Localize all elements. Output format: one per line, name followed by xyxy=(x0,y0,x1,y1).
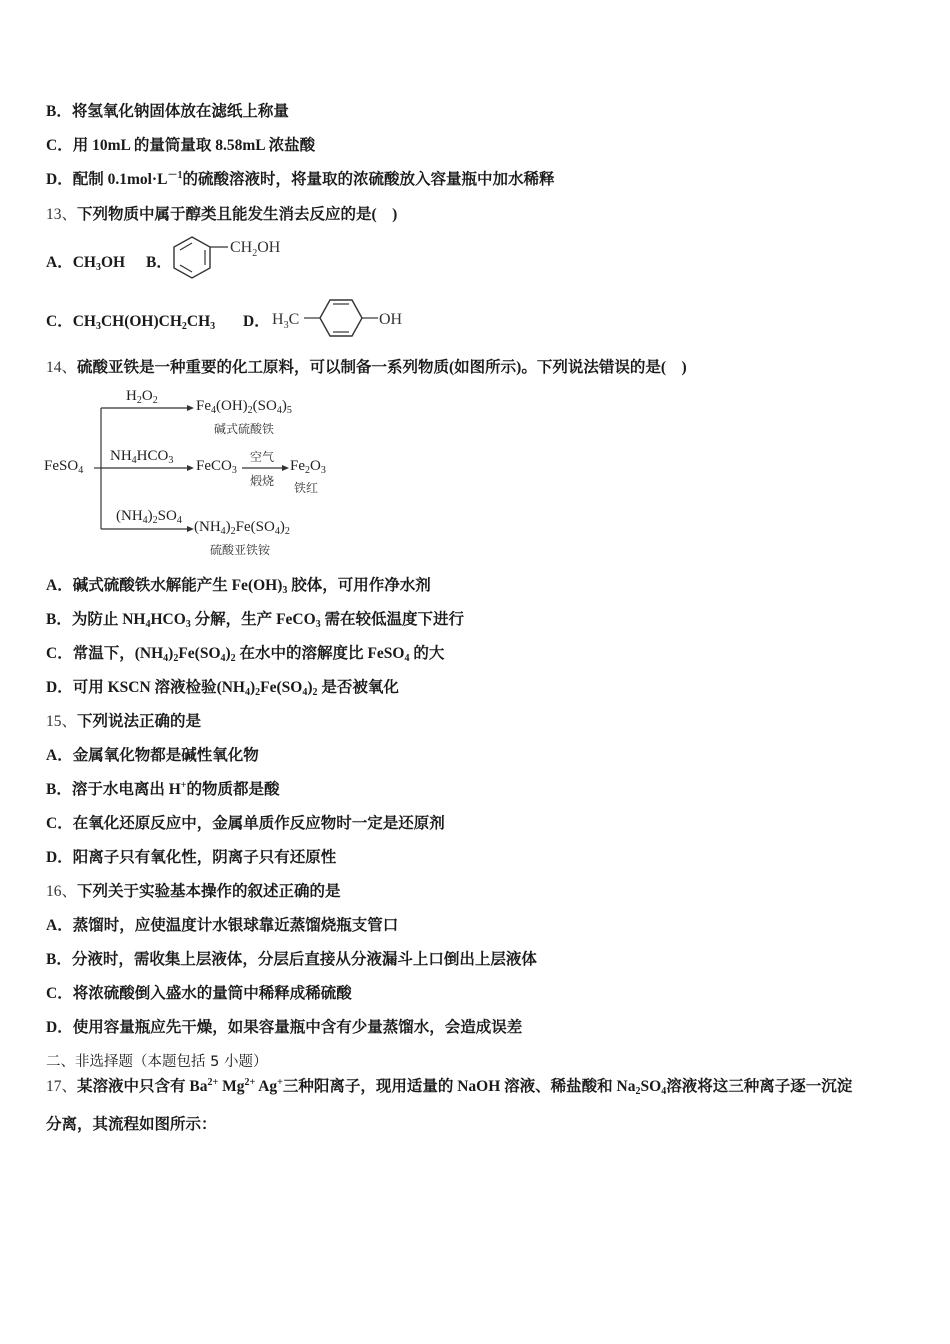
q15-option-b xyxy=(46,780,280,800)
p-cresol-structure xyxy=(270,293,420,341)
text: 配制 xyxy=(72,171,108,188)
question-text: 下列物质中属于醇类且能发生消去反应的是( ) xyxy=(77,206,398,223)
text: 溶于水电离出 xyxy=(71,781,169,798)
q17-stem-line2: 分离，其流程如图所示： xyxy=(46,1116,217,1133)
text: 是否被氧化 xyxy=(317,679,399,696)
option-text: 阳离子只有氧化性，阴离子只有还原性 xyxy=(72,849,337,866)
option-label: B． xyxy=(46,781,72,798)
option-label: D． xyxy=(46,849,73,866)
ion: H xyxy=(168,781,181,798)
product-name: 碱式硫酸铁 xyxy=(214,422,275,436)
q16-option-a xyxy=(46,916,398,936)
text: 某溶液中只含有 xyxy=(77,1078,190,1095)
svg-text:CH2OH: $CH_2OH$ xyxy=(230,239,281,259)
value: 10mL xyxy=(92,137,130,154)
charge: 2+ xyxy=(207,1077,219,1088)
option-label: A． xyxy=(46,254,73,271)
q13-option-d-label: D． xyxy=(243,313,270,330)
option-label: C． xyxy=(46,645,73,662)
text: 的量筒量取 xyxy=(130,137,216,154)
start-compound: FeSO$_4$ xyxy=(44,458,84,476)
ion: Mg xyxy=(222,1078,245,1095)
q15-option-c xyxy=(46,814,445,834)
option-label: C． xyxy=(46,313,73,330)
question-number: 15、 xyxy=(46,713,78,730)
option-text: 金属氧化物都是碱性氧化物 xyxy=(72,747,259,764)
text: 分解，生产 xyxy=(190,611,277,628)
q15-option-a xyxy=(46,746,259,766)
product-name: 硫酸亚铁铵 xyxy=(210,543,271,557)
product-basic-ferric-sulfate: $Fe_4(OH)_2(SO_4)_5$ xyxy=(196,398,292,416)
ion: Ba xyxy=(189,1078,208,1095)
option-text: 蒸馏时，应使温度计水银球靠近蒸馏烧瓶支管口 xyxy=(72,917,399,934)
product-fe2o3: $Fe_2O_3$ xyxy=(290,458,326,476)
reagent-nh4-2so4: $(NH_4)_2SO_4$ xyxy=(116,508,182,526)
option-label: B． xyxy=(46,103,72,120)
q14-option-c: C．常温下，$(NH_4)_2Fe(SO_4)_2$ 在水中的溶解度比 FeSO$_4$ 的大 xyxy=(46,645,445,664)
q16-option-b xyxy=(46,950,537,970)
charge: + xyxy=(277,1077,283,1088)
question-number: 16、 xyxy=(46,883,78,900)
text: 可用 xyxy=(72,679,108,696)
q16-option-c xyxy=(46,984,352,1004)
text: 浓盐酸 xyxy=(264,137,316,154)
option-label: A． xyxy=(46,917,73,934)
text: 需在较低温度下进行 xyxy=(320,611,465,628)
concentration: 0.1mol·L xyxy=(107,171,168,188)
condition-calcine: 煅烧 xyxy=(250,474,275,488)
text: 为防止 xyxy=(71,611,123,628)
ion: Ag xyxy=(258,1078,278,1095)
option-label: C． xyxy=(46,815,73,832)
q14-option-b: B．为防止 $NH_4HCO_3$ 分解，生产 FeCO$_3$ 需在较低温度下进行 xyxy=(46,611,465,630)
text: 在水中的溶解度比 xyxy=(235,645,368,662)
feso4-reaction-diagram xyxy=(44,386,344,562)
text: 的物质都是酸 xyxy=(186,781,280,798)
section-heading: 二、非选择题（本题包括 5 小题） xyxy=(46,1054,268,1070)
option-text: 将氢氧化钠固体放在滤纸上称量 xyxy=(71,103,289,120)
product-name: 铁红 xyxy=(294,481,319,495)
charge: 2+ xyxy=(244,1077,256,1088)
q13-stem xyxy=(46,205,397,225)
text: 溶液检验 xyxy=(150,679,217,696)
q16-stem xyxy=(46,882,341,902)
option-label: D． xyxy=(46,679,73,696)
question-number: 17、 xyxy=(46,1078,78,1095)
value: 8.58mL xyxy=(215,137,265,154)
text: 的硫酸溶液时，将量取的浓硫酸放入容量瓶中加水稀释 xyxy=(182,171,555,188)
svg-text:H3C: $H_3C$ xyxy=(272,311,300,331)
reagent: KSCN xyxy=(107,679,151,696)
text: 胶体，可用作净水剂 xyxy=(287,577,431,594)
benzyl-alcohol-structure xyxy=(170,232,300,284)
option-text: 使用容量瓶应先干燥，如果容量瓶中含有少量蒸馏水，会造成误差 xyxy=(72,1019,523,1036)
option-text: 将浓硫酸倒入盛水的量筒中稀释成稀硫酸 xyxy=(72,985,352,1002)
option-label: B． xyxy=(46,611,72,628)
q14-option-a: A．碱式硫酸铁水解能产生 $Fe(OH)_3$ 胶体，可用作净水剂 xyxy=(46,577,431,596)
product-feco3: FeCO$_3$ xyxy=(196,458,237,476)
option-label: B． xyxy=(46,951,72,968)
q15-option-d xyxy=(46,848,336,868)
svg-text:OH: OH xyxy=(379,311,403,328)
q16-option-d xyxy=(46,1018,522,1038)
q15-stem xyxy=(46,712,201,732)
option-text: 在氧化还原反应中，金属单质作反应物时一定是还原剂 xyxy=(72,815,445,832)
q17-stem-line1: 17、某溶液中只含有 $Ba^{2+}$ $Mg^{2+}$ Ag+三种阳离子，现用适量的 NaOH 溶液、稀盐酸和 $Na_2SO_4$溶液将这三种离子逐一沉淀 xyxy=(46,1077,853,1097)
reagent-nh4hco3: $NH_4HCO_3$ xyxy=(110,448,174,466)
option-label: D． xyxy=(46,171,73,188)
q12-option-b xyxy=(46,102,289,122)
text: 用 xyxy=(72,137,93,154)
q13-option-c: C．$CH_3CH(OH)CH_2CH_3$ xyxy=(46,313,216,332)
text: 碱式硫酸铁水解能产生 xyxy=(72,577,232,594)
text: 三种阳离子，现用适量的 NaOH 溶液、稀盐酸和 xyxy=(282,1078,617,1095)
question-number: 14、 xyxy=(46,359,78,376)
text: 的大 xyxy=(409,645,445,662)
text: 溶液将这三种离子逐一沉淀 xyxy=(666,1078,853,1095)
q12-option-d xyxy=(46,170,554,190)
q14-stem xyxy=(46,358,687,378)
product-ammonium-ferrous-sulfate: $(NH_4)_2Fe(SO_4)_2$ xyxy=(194,519,290,537)
question-text: 硫酸亚铁是一种重要的化工原料，可以制备一系列物质(如图所示)。下列说法错误的是( ) xyxy=(77,359,687,376)
question-text: 下列说法正确的是 xyxy=(77,713,202,730)
reagent-h2o2: $H_2O_2$ xyxy=(126,388,158,406)
option-label: C． xyxy=(46,137,73,154)
question-text: 下列关于实验基本操作的叙述正确的是 xyxy=(77,883,341,900)
option-label: D． xyxy=(46,1019,73,1036)
option-label: A． xyxy=(46,747,73,764)
option-text: 分液时，需收集上层液体，分层后直接从分液漏斗上口倒出上层液体 xyxy=(71,951,537,968)
q13-option-b-label: B． xyxy=(146,254,172,271)
question-number: 13、 xyxy=(46,206,78,223)
text: 常温下， xyxy=(72,645,135,662)
option-label: C． xyxy=(46,985,73,1002)
charge: + xyxy=(180,780,187,791)
option-label: A． xyxy=(46,577,73,594)
q14-option-d: D．可用 KSCN 溶液检验$(NH_4)_2Fe(SO_4)_2$ 是否被氧化 xyxy=(46,679,399,698)
condition-air: 空气 xyxy=(250,450,275,464)
q13-option-a: A．$CH_3OH$ xyxy=(46,254,126,273)
exponent: －1 xyxy=(167,170,183,181)
q12-option-c xyxy=(46,136,315,156)
